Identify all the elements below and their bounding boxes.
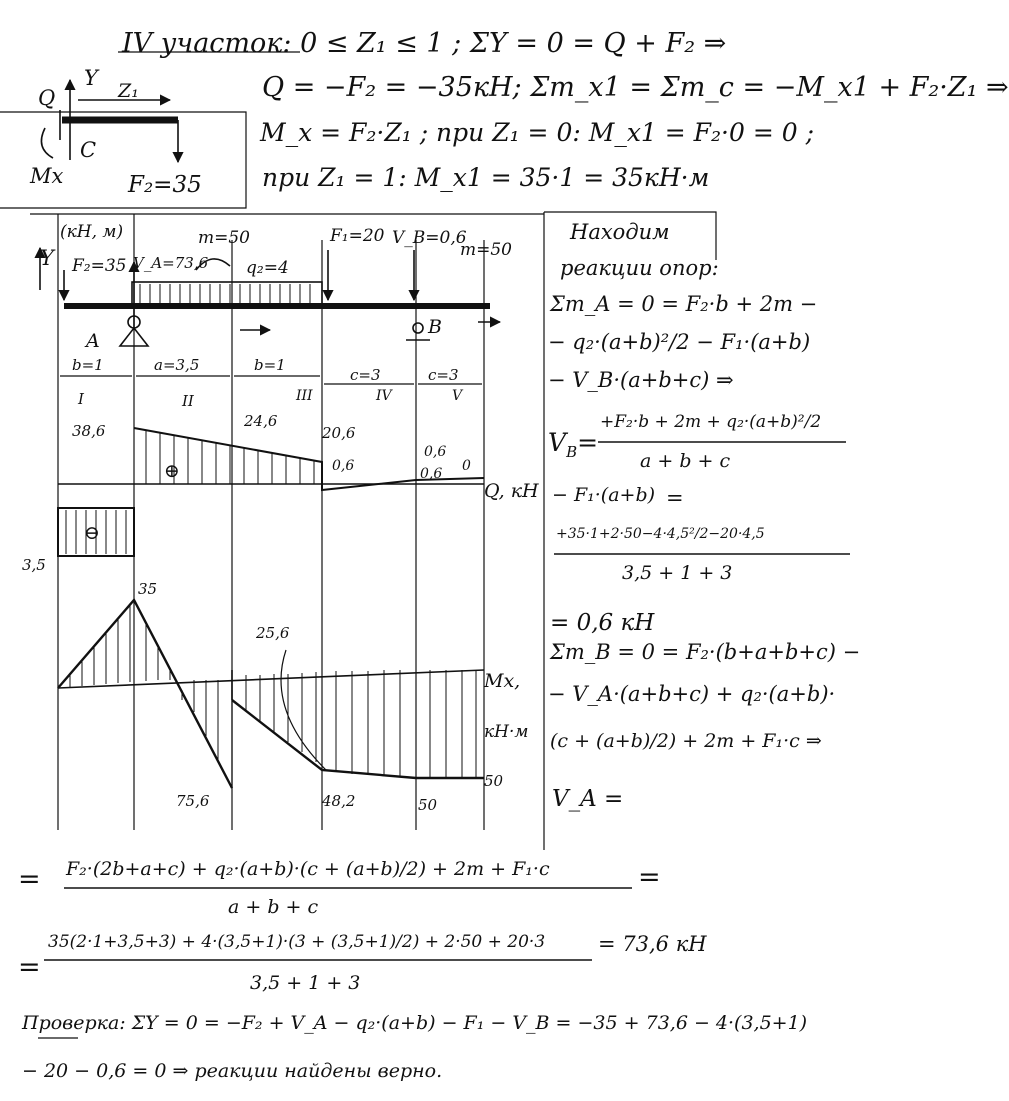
q-value-0-6-mid: 0,6 <box>420 466 443 482</box>
units-label: (кН, м) <box>60 222 124 242</box>
q-value-0-6-right: 0,6 <box>424 444 447 460</box>
q-value-3-5: 3,5 <box>22 556 46 574</box>
right-title-1: Находим <box>570 220 670 244</box>
dimension-lines <box>60 376 482 384</box>
beam-va-label: V_A=73,6 <box>133 254 209 272</box>
m-value-75-6: 75,6 <box>176 792 210 810</box>
beam-m2-label: m=50 <box>460 240 512 260</box>
support-a-label: A <box>86 330 100 352</box>
section-2: II <box>182 392 194 410</box>
segment-a: a=3,5 <box>154 356 200 374</box>
vb-denominator: a + b + c <box>640 450 731 472</box>
m-value-48-2: 48,2 <box>322 792 356 810</box>
right-eq-2: − q₂·(a+b)²/2 − F₁·(a+b) <box>548 330 811 354</box>
sketch-moment <box>41 128 53 158</box>
load-hatching <box>140 284 310 304</box>
q-value-0: 0 <box>462 458 471 474</box>
m-region-2 <box>134 600 232 788</box>
sketch-f2-label: F₂=35 <box>128 172 202 198</box>
sketch-z-label: Z₁ <box>118 80 139 102</box>
header-line-1: IV участок: 0 ≤ Z₁ ≤ 1 ; ΣY = 0 = Q + F₂ ⇒ <box>122 28 727 59</box>
m-value-50-bottom: 50 <box>418 796 438 814</box>
header-line-4: при Z₁ = 1: M_x1 = 35·1 = 35кН·м <box>262 163 710 192</box>
m-value-50-right: 50 <box>484 772 504 790</box>
minus-sign: ⊖ <box>84 522 100 544</box>
vb-numerator: +F₂·b + 2m + q₂·(a+b)²/2 <box>600 412 822 432</box>
section-4: IV <box>376 388 392 404</box>
q-value-38-6: 38,6 <box>72 422 106 440</box>
va-formula-numerator: F₂·(2b+a+c) + q₂·(a+b)·(c + (a+b)/2) + 2m + F₁·c <box>66 858 550 880</box>
beam-y-label: Y <box>40 246 54 270</box>
equals-sign-3: = <box>18 952 41 983</box>
header-line-2: Q = −F₂ = −35кН; Σm_x1 = Σm_c = −M_x1 + F₂·Z₁ ⇒ <box>262 72 1009 103</box>
sketch-y-label: Y <box>84 66 98 90</box>
segment-b1: b=1 <box>72 356 104 374</box>
segment-c1: c=3 <box>350 366 381 384</box>
m-baseline <box>58 670 484 688</box>
vb-numerator-num: +35·1+2·50−4·4,5²/2−20·4,5 <box>556 526 765 542</box>
beam-m1-label: m=50 <box>198 228 250 248</box>
sketch-q-label: Q <box>38 86 56 110</box>
q-axis-label: Q, кН <box>484 480 539 502</box>
q-value-20-6: 20,6 <box>322 424 356 442</box>
right-eq-3: − V_B·(a+b+c) ⇒ <box>548 368 734 392</box>
check-line-1: Проверка: ΣY = 0 = −F₂ + V_A − q₂·(a+b) − F₁ − V_B = −35 + 73,6 − 4·(3,5+1) <box>22 1012 808 1034</box>
beam-q2-label: q₂=4 <box>246 258 289 278</box>
section-1: I <box>78 390 84 408</box>
q-positive-outline <box>134 428 484 490</box>
va-numeric-denominator: 3,5 + 1 + 3 <box>250 972 361 994</box>
plus-sign: ⊕ <box>164 460 180 482</box>
vb-tail: − F₁·(a+b) <box>552 484 656 506</box>
section-5: V <box>452 388 463 404</box>
m-axis-label: Mx, <box>484 670 521 692</box>
right-eq-1: Σm_A = 0 = F₂·b + 2m − <box>550 292 818 316</box>
m-hatching-3 <box>246 670 476 778</box>
right-title-2: реакции опор: <box>560 256 719 280</box>
beam-f2-label: F₂=35 <box>72 256 127 276</box>
va-numeric-numerator: 35(2·1+3,5+3) + 4·(3,5+1)·(3 + (3,5+1)/2) + 2·50 + 20·3 <box>48 932 546 952</box>
header-line-3: M_x = F₂·Z₁ ; при Z₁ = 0: M_x1 = F₂·0 = 0 ; <box>260 118 815 147</box>
vb-denominator-num: 3,5 + 1 + 3 <box>622 562 733 584</box>
mb-eq-3: (c + (a+b)/2) + 2m + F₁·c ⇒ <box>550 730 822 752</box>
sketch-c-label: C <box>80 138 97 162</box>
beam-vb-label: V_B=0,6 <box>392 228 467 248</box>
mb-eq-2: − V_A·(a+b+c) + q₂·(a+b)· <box>548 682 836 706</box>
vb-result: = 0,6 кН <box>550 610 655 636</box>
mb-eq-1: Σm_B = 0 = F₂·(b+a+b+c) − <box>550 640 861 664</box>
segment-c2: c=3 <box>428 366 459 384</box>
section-3: III <box>296 388 313 404</box>
segment-b2: b=1 <box>254 356 286 374</box>
va-result: = 73,6 кН <box>598 932 707 956</box>
support-b-label: B <box>428 316 442 338</box>
beam-f1-label: F₁=20 <box>330 226 385 246</box>
equals-sign-2: = <box>638 862 661 893</box>
sketch-mx-label: Mx <box>30 164 64 188</box>
va-symbol: V_A = <box>552 786 624 812</box>
equals-sign-1: = <box>18 864 41 895</box>
q-value-24-6: 24,6 <box>244 412 278 430</box>
sketch-frame <box>0 112 246 208</box>
right-frame-top <box>544 212 716 260</box>
support-b-pin <box>413 323 423 333</box>
va-formula-denominator: a + b + c <box>228 896 319 918</box>
m-value-35: 35 <box>138 580 158 598</box>
vb-symbol: $V_B=$ <box>548 428 599 461</box>
check-line-2: − 20 − 0,6 = 0 ⇒ реакции найдены верно. <box>22 1060 443 1082</box>
m-axis-unit: кН·м <box>484 722 529 742</box>
q-hatching-negative <box>66 510 126 554</box>
q-value-0-6-left: 0,6 <box>332 458 355 474</box>
m-value-25-6: 25,6 <box>256 624 290 642</box>
m1-curve <box>196 259 230 270</box>
vb-equals: = <box>666 486 684 510</box>
